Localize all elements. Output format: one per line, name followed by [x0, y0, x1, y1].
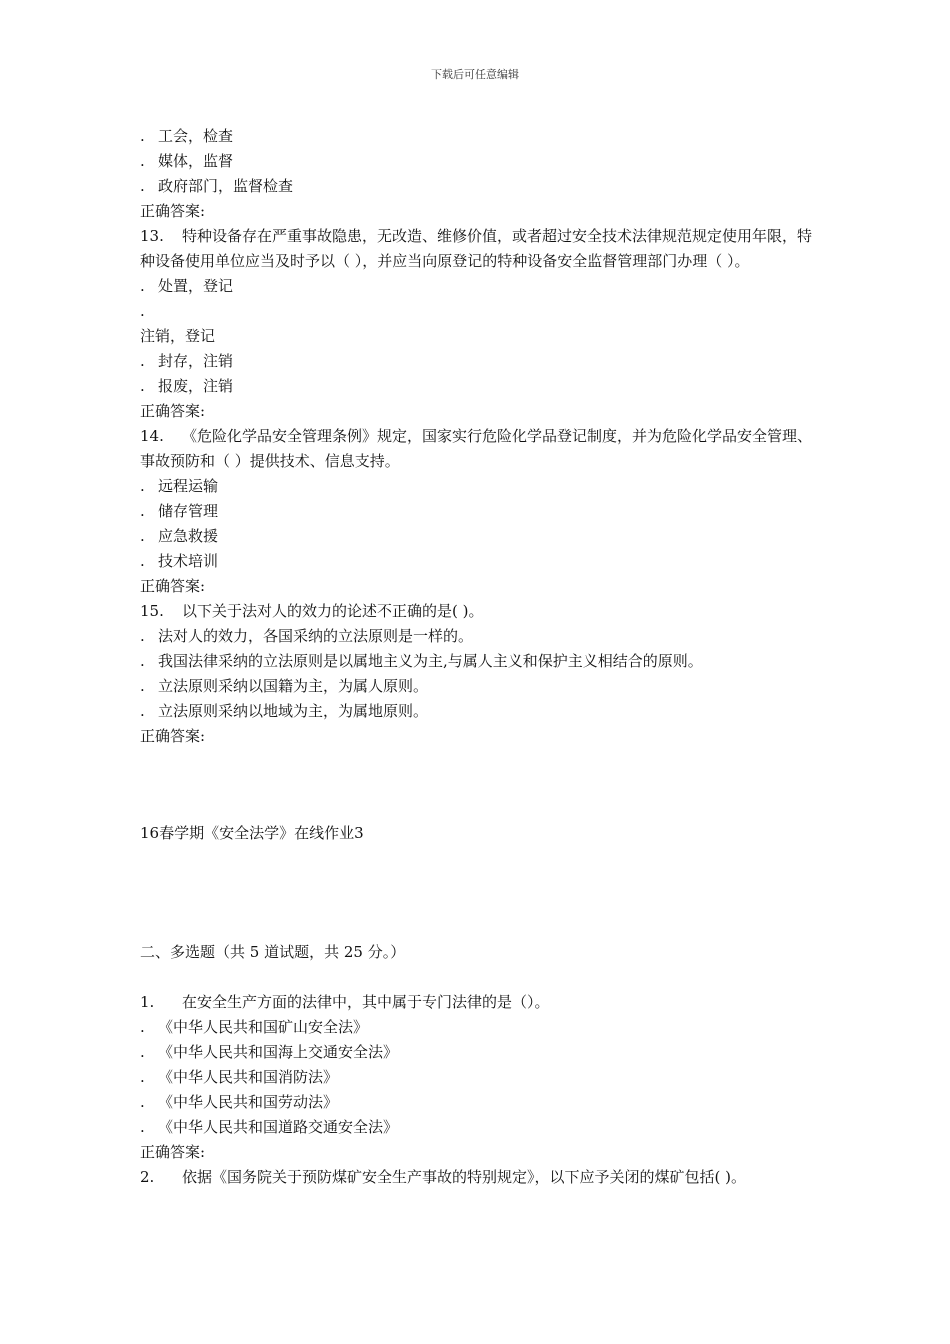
option-line: . 远程运输 [140, 477, 219, 495]
question-text: 《危险化学品安全管理条例》规定，国家实行危险化学品登记制度，并为危险化学品安全管理、事故预防和（ ）提供技术、信息支持。 [140, 427, 813, 470]
option-text: 立法原则采纳以地域为主，为属地原则。 [158, 702, 429, 720]
question-text: 以下关于法对人的效力的论述不正确的是( )。 [182, 602, 484, 620]
answer-label: 正确答案: [140, 577, 206, 595]
option-text: 《中华人民共和国劳动法》 [158, 1093, 339, 1111]
question-13 [140, 224, 820, 274]
option-line: . 《中华人民共和国消防法》 [140, 1068, 339, 1086]
option-text: 《中华人民共和国海上交通安全法》 [158, 1043, 399, 1061]
option-text: 法对人的效力，各国采纳的立法原则是一样的。 [158, 627, 474, 645]
question-m2 [140, 1165, 820, 1190]
course-title: 16春学期《安全法学》在线作业3 [140, 824, 364, 842]
question-text: 依据《国务院关于预防煤矿安全生产事故的特别规定》，以下应予关闭的煤矿包括( )。 [182, 1168, 746, 1186]
question-m1 [140, 990, 820, 1015]
answer-label: 正确答案: [140, 727, 206, 745]
option-line: . 工会，检查 [140, 127, 234, 145]
answer-label: 正确答案: [140, 402, 206, 420]
question-15 [140, 599, 820, 624]
section-heading: 二、多选题（共 5 道试题，共 25 分。） [140, 943, 406, 961]
option-text: 储存管理 [158, 502, 219, 520]
question-text: 在安全生产方面的法律中，其中属于专门法律的是（）。 [182, 993, 550, 1011]
option-line: . 媒体，监督 [140, 152, 234, 170]
option-text: 我国法律采纳的立法原则是以属地主义为主,与属人主义和保护主义相结合的原则。 [158, 652, 703, 670]
option-line: . 处置，登记 [140, 277, 234, 295]
answer-label: 正确答案: [140, 1143, 206, 1161]
option-text: 《中华人民共和国消防法》 [158, 1068, 339, 1086]
option-line: . 立法原则采纳以地域为主，为属地原则。 [140, 702, 429, 720]
option-line: . 《中华人民共和国道路交通安全法》 [140, 1118, 399, 1136]
option-line: . 报废，注销 [140, 377, 234, 395]
option-text: 封存，注销 [158, 352, 234, 370]
option-text: 应急救援 [158, 527, 219, 545]
option-text: 远程运输 [158, 477, 219, 495]
lone-dot: . [140, 302, 145, 320]
question-14 [140, 424, 820, 474]
option-line: . 立法原则采纳以国籍为主，为属人原则。 [140, 677, 429, 695]
option-line: . 《中华人民共和国劳动法》 [140, 1093, 339, 1111]
option-line: . 我国法律采纳的立法原则是以属地主义为主,与属人主义和保护主义相结合的原则。 [140, 652, 703, 670]
option-line: . 技术培训 [140, 552, 219, 570]
option-line: . 封存，注销 [140, 352, 234, 370]
option-line: . 《中华人民共和国海上交通安全法》 [140, 1043, 399, 1061]
option-line: . 应急救援 [140, 527, 219, 545]
question-text: 特种设备存在严重事故隐患，无改造、维修价值，或者超过安全技术法律规范规定使用年限，特种设备使用单位应当及时予以（ ），并应当向原登记的特种设备安全监督管理部门办理（ ）。 [140, 227, 813, 270]
page-header: 下载后可任意编辑 [431, 68, 519, 81]
document-body [140, 124, 820, 1190]
option-text: 媒体，监督 [158, 152, 234, 170]
option-text: 《中华人民共和国道路交通安全法》 [158, 1118, 399, 1136]
option-text: 报废，注销 [158, 377, 234, 395]
option-line: . 储存管理 [140, 502, 219, 520]
option-line: . 法对人的效力，各国采纳的立法原则是一样的。 [140, 627, 474, 645]
option-text: 处置，登记 [158, 277, 234, 295]
question-number: 13. [140, 227, 164, 245]
answer-label: 正确答案: [140, 202, 206, 220]
question-number: 2. [140, 1168, 155, 1186]
option-text: 《中华人民共和国矿山安全法》 [158, 1018, 369, 1036]
option-text: 注销，登记 [140, 327, 216, 345]
option-text: 政府部门，监督检查 [158, 177, 294, 195]
option-line: . 政府部门，监督检查 [140, 177, 294, 195]
option-text: 技术培训 [158, 552, 219, 570]
question-number: 15. [140, 602, 164, 620]
question-number: 1. [140, 993, 155, 1011]
option-line: . 《中华人民共和国矿山安全法》 [140, 1018, 369, 1036]
option-text: 工会，检查 [158, 127, 234, 145]
option-text: 立法原则采纳以国籍为主，为属人原则。 [158, 677, 429, 695]
question-number: 14. [140, 427, 164, 445]
